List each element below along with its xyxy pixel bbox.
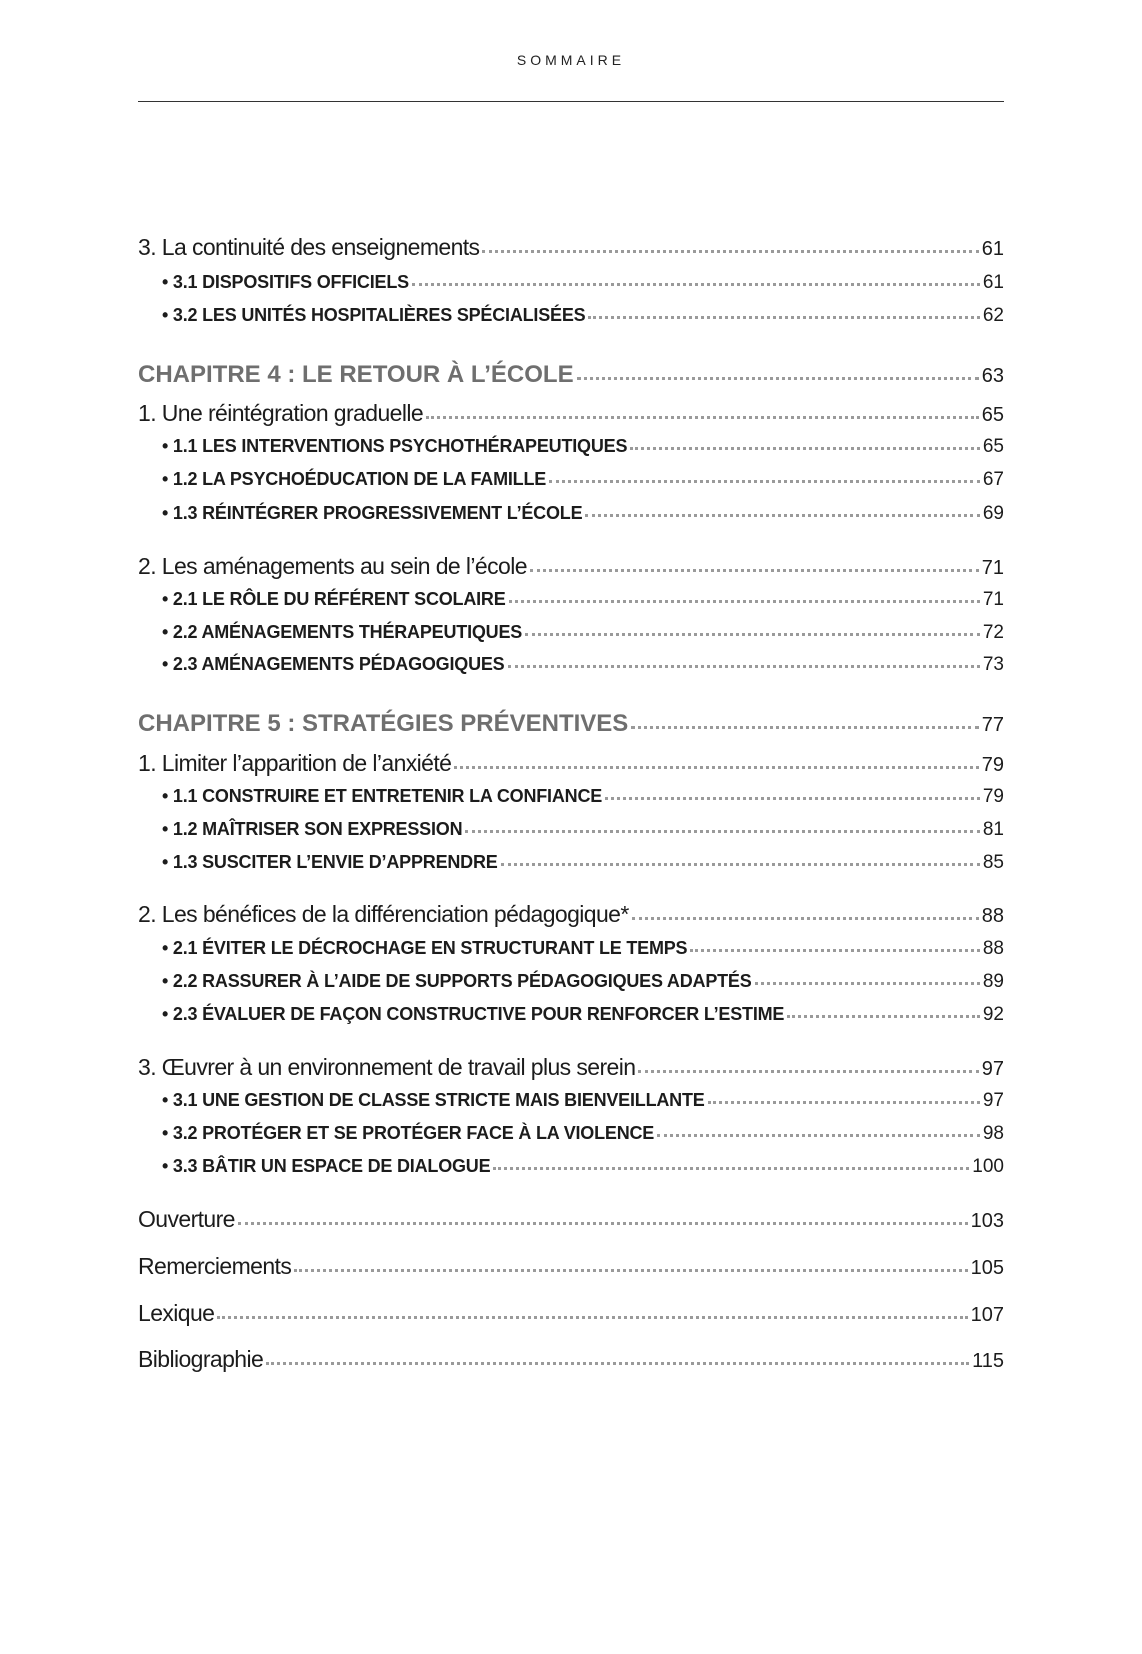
leader-dots <box>412 283 980 286</box>
leader-dots <box>690 949 980 952</box>
toc-entry-label: Lexique <box>138 1300 215 1326</box>
toc-entry-label: • 1.3 RÉINTÉGRER PROGRESSIVEMENT L’ÉCOLE <box>162 503 583 523</box>
leader-dots <box>631 726 978 729</box>
toc-entry-page: 71 <box>981 557 1004 579</box>
toc-entry-page: 115 <box>972 1350 1004 1372</box>
toc-entry-page: 63 <box>981 365 1004 387</box>
toc-entry[interactable] <box>138 1300 1004 1327</box>
leader-dots <box>426 416 979 419</box>
leader-dots <box>454 766 978 769</box>
toc-entry-page: 72 <box>982 622 1004 643</box>
toc-entry[interactable] <box>138 1090 1004 1112</box>
toc-entry[interactable] <box>138 852 1004 874</box>
leader-dots <box>755 982 980 985</box>
toc-entry-page: 92 <box>982 1004 1004 1025</box>
leader-dots <box>465 830 979 833</box>
toc-entry-label: Bibliographie <box>138 1346 264 1372</box>
leader-dots <box>549 480 980 483</box>
leader-dots <box>482 250 978 253</box>
toc-entry[interactable] <box>138 1123 1004 1145</box>
leader-dots <box>585 514 979 517</box>
table-of-contents <box>138 0 1004 1654</box>
leader-dots <box>787 1015 980 1018</box>
toc-chapter[interactable] <box>138 710 1004 738</box>
toc-entry-label: 2. Les bénéfices de la différenciation pédagogique* <box>138 901 629 927</box>
leader-dots <box>217 1316 967 1319</box>
toc-entry[interactable] <box>138 750 1004 777</box>
toc-entry-label: • 3.1 UNE GESTION DE CLASSE STRICTE MAIS BIENVEILLANTE <box>162 1090 705 1110</box>
toc-entry-page: 61 <box>981 238 1004 260</box>
leader-dots <box>501 863 980 866</box>
toc-entry-label: CHAPITRE 4 : LE RETOUR À L’ÉCOLE <box>138 361 574 388</box>
toc-entry-page: 69 <box>982 503 1004 524</box>
toc-entry[interactable] <box>138 553 1004 580</box>
toc-entry-label: CHAPITRE 5 : STRATÉGIES PRÉVENTIVES <box>138 710 629 737</box>
toc-entry-page: 65 <box>981 404 1004 426</box>
toc-entry[interactable] <box>138 1206 1004 1233</box>
toc-entry-label: • 3.2 LES UNITÉS HOSPITALIÈRES SPÉCIALISÉES <box>162 305 586 325</box>
toc-entry-page: 89 <box>982 971 1004 992</box>
toc-entry[interactable] <box>138 901 1004 928</box>
toc-entry-label: • 2.1 ÉVITER LE DÉCROCHAGE EN STRUCTURANT LE TEMPS <box>162 938 688 958</box>
toc-entry-page: 97 <box>981 1058 1004 1080</box>
toc-entry[interactable] <box>138 1346 1004 1373</box>
toc-entry[interactable] <box>138 971 1004 993</box>
toc-entry-page: 100 <box>972 1156 1004 1177</box>
leader-dots <box>588 316 979 319</box>
toc-entry-page: 73 <box>982 654 1004 675</box>
toc-entry-label: 1. Limiter l’apparition de l’anxiété <box>138 750 452 776</box>
toc-entry-page: 85 <box>982 852 1004 873</box>
toc-entry-label: • 2.2 RASSURER À L’AIDE DE SUPPORTS PÉDAGOGIQUES ADAPTÉS <box>162 971 752 991</box>
toc-entry[interactable] <box>138 503 1004 525</box>
toc-entry-label: Remerciements <box>138 1253 292 1279</box>
leader-dots <box>266 1362 969 1365</box>
toc-entry-page: 105 <box>970 1257 1004 1279</box>
toc-entry[interactable] <box>138 654 1004 676</box>
toc-entry-page: 88 <box>981 905 1004 927</box>
toc-entry-label: • 3.1 DISPOSITIFS OFFICIELS <box>162 272 409 292</box>
toc-entry-label: 1. Une réintégration graduelle <box>138 400 424 426</box>
toc-entry[interactable] <box>138 819 1004 841</box>
leader-dots <box>294 1269 967 1272</box>
leader-dots <box>525 633 980 636</box>
toc-entry-page: 61 <box>982 272 1004 293</box>
leader-dots <box>630 447 980 450</box>
toc-entry-page: 103 <box>970 1210 1004 1232</box>
leader-dots <box>493 1167 969 1170</box>
running-header: SOMMAIRE <box>516 52 626 68</box>
toc-entry[interactable] <box>138 1156 1004 1178</box>
toc-entry-page: 79 <box>981 754 1004 776</box>
toc-chapter[interactable] <box>138 361 1004 389</box>
leader-dots <box>530 569 979 572</box>
leader-dots <box>577 377 979 380</box>
toc-entry[interactable] <box>138 305 1004 327</box>
toc-entry[interactable] <box>138 622 1004 644</box>
toc-entry-label: • 2.3 ÉVALUER DE FAÇON CONSTRUCTIVE POUR RENFORCER L’ESTIME <box>162 1004 785 1024</box>
leader-dots <box>238 1222 968 1225</box>
toc-entry[interactable] <box>138 1004 1004 1026</box>
leader-dots <box>708 1101 980 1104</box>
toc-entry[interactable] <box>138 469 1004 491</box>
toc-entry-label: • 1.2 LA PSYCHOÉDUCATION DE LA FAMILLE <box>162 469 547 489</box>
toc-entry[interactable] <box>138 1054 1004 1081</box>
leader-dots <box>605 797 980 800</box>
toc-entry[interactable] <box>138 1253 1004 1280</box>
toc-entry-page: 98 <box>982 1123 1004 1144</box>
toc-entry-label: Ouverture <box>138 1206 235 1232</box>
toc-entry-label: • 1.1 LES INTERVENTIONS PSYCHOTHÉRAPEUTIQUES <box>162 436 628 456</box>
toc-entry-page: 97 <box>982 1090 1004 1111</box>
toc-entry-page: 81 <box>982 819 1004 840</box>
toc-entry-page: 65 <box>982 436 1004 457</box>
leader-dots <box>508 665 980 668</box>
toc-entry-label: • 3.2 PROTÉGER ET SE PROTÉGER FACE À LA VIOLENCE <box>162 1123 655 1143</box>
toc-entry-label: • 1.2 MAÎTRISER SON EXPRESSION <box>162 819 463 839</box>
toc-entry[interactable] <box>138 938 1004 960</box>
toc-entry-label: 2. Les aménagements au sein de l’école <box>138 553 527 579</box>
toc-entry-label: • 2.1 LE RÔLE DU RÉFÉRENT SCOLAIRE <box>162 589 506 609</box>
toc-entry[interactable] <box>138 234 1004 261</box>
toc-entry-page: 62 <box>982 305 1004 326</box>
toc-entry-label: • 1.1 CONSTRUIRE ET ENTRETENIR LA CONFIANCE <box>162 786 603 806</box>
toc-entry-label: 3. Œuvrer à un environnement de travail plus serein <box>138 1054 636 1080</box>
toc-entry[interactable] <box>138 436 1004 458</box>
toc-entry-page: 67 <box>982 469 1004 490</box>
toc-entry[interactable] <box>138 400 1004 427</box>
leader-dots <box>509 600 980 603</box>
toc-entry[interactable] <box>138 272 1004 294</box>
leader-dots <box>632 917 979 920</box>
toc-entry-page: 88 <box>982 938 1004 959</box>
toc-entry-label: • 3.3 BÂTIR UN ESPACE DE DIALOGUE <box>162 1156 491 1176</box>
toc-entry-label: • 2.3 AMÉNAGEMENTS PÉDAGOGIQUES <box>162 654 505 674</box>
toc-entry-page: 79 <box>982 786 1004 807</box>
toc-entry[interactable] <box>138 786 1004 808</box>
leader-dots <box>638 1070 978 1073</box>
toc-entry-page: 107 <box>970 1304 1004 1326</box>
toc-entry-page: 77 <box>981 714 1004 736</box>
leader-dots <box>657 1134 980 1137</box>
toc-entry-label: • 2.2 AMÉNAGEMENTS THÉRAPEUTIQUES <box>162 622 523 642</box>
toc-entry-label: • 1.3 SUSCITER L’ENVIE D’APPRENDRE <box>162 852 498 872</box>
toc-entry-page: 71 <box>982 589 1004 610</box>
toc-entry[interactable] <box>138 589 1004 611</box>
toc-entry-label: 3. La continuité des enseignements <box>138 234 480 260</box>
